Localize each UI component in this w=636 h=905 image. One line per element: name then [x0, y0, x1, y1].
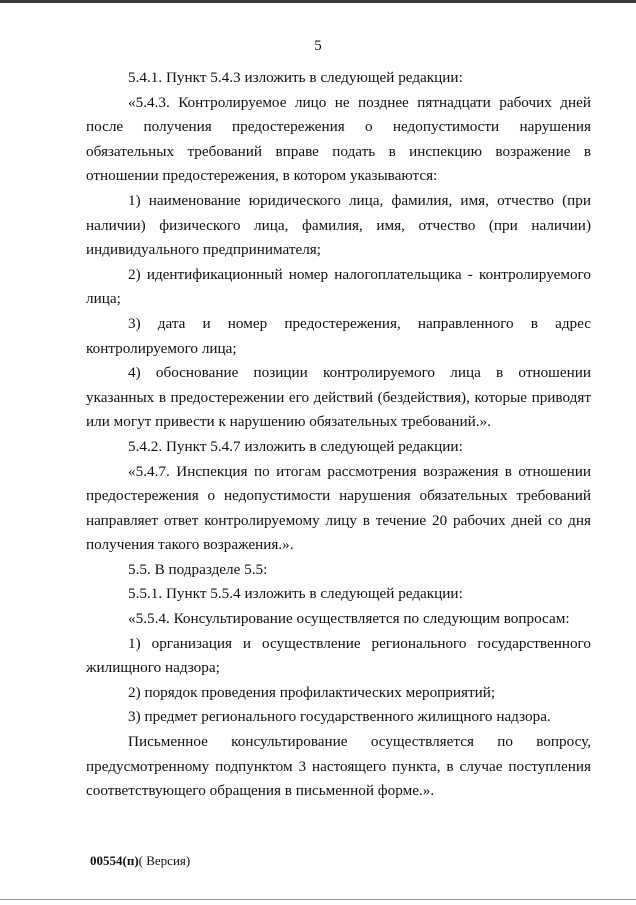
- paragraph-5-5-4: «5.5.4. Консультирование осуществляется по следующим вопросам:: [128, 610, 570, 628]
- consult-item-1: 1) организация и осуществление регионального государственного жилищного надзора;: [86, 634, 591, 677]
- list-item-2: 2) идентификационный номер налогоплательщика - контролируемого лица;: [86, 265, 591, 308]
- paragraph-5-4-1: 5.4.1. Пункт 5.4.3 изложить в следующей редакции:: [128, 69, 463, 86]
- page-number: 5: [314, 38, 322, 54]
- document-code: 00554(п): [90, 853, 139, 868]
- document-body: [86, 66, 591, 804]
- consult-item-3: 3) предмет регионального государственного жилищного надзора.: [128, 708, 551, 726]
- scan-top-edge: [0, 0, 636, 3]
- scan-bottom-edge: [0, 899, 636, 900]
- document-footer: [90, 853, 190, 869]
- paragraph-5-4-2: 5.4.2. Пункт 5.4.7 изложить в следующей редакции:: [128, 437, 463, 455]
- paragraph-5-5-1: 5.5.1. Пункт 5.5.4 изложить в следующей редакции:: [128, 585, 463, 603]
- list-item-3: 3) дата и номер предостережения, направленного в адрес контролируемого лица;: [86, 314, 591, 357]
- written-consultation-paragraph: Письменное консультирование осуществляется по вопросу, предусмотренному подпунктом 3 настоящего пункта, в случае поступления соответствующего обращения в письменной форме.».: [86, 733, 591, 800]
- consult-item-2: 2) порядок проведения профилактических мероприятий;: [128, 683, 496, 701]
- paragraph-5-4-3: «5.4.3. Контролируемое лицо не позднее пятнадцати рабочих дней после получения предостережения о недопустимости нарушения обязательных требований вправе подать в инспекцию возражение в отношении предостережения, в котором указываются:: [86, 93, 591, 185]
- paragraph-5-5: 5.5. В подразделе 5.5:: [128, 560, 268, 578]
- paragraph-5-4-7: «5.4.7. Инспекция по итогам рассмотрения возражения в отношении предостережения о недопустимости нарушения обязательных требований направляет ответ контролируемому лицу в течение 20 рабочих дней со дня получения такого возражения.».: [86, 462, 591, 554]
- list-item-4: 4) обоснование позиции контролируемого лица в отношении указанных в предостережении его действий (бездействия), которые приводят или могут привести к нарушению обязательных требований.».: [86, 364, 591, 431]
- document-version: ( Версия): [138, 853, 191, 868]
- list-item-1: 1) наименование юридического лица, фамилия, имя, отчество (при наличии) физического лица, фамилия, имя, отчество (при наличии) индивидуального предпринимателя;: [86, 191, 591, 259]
